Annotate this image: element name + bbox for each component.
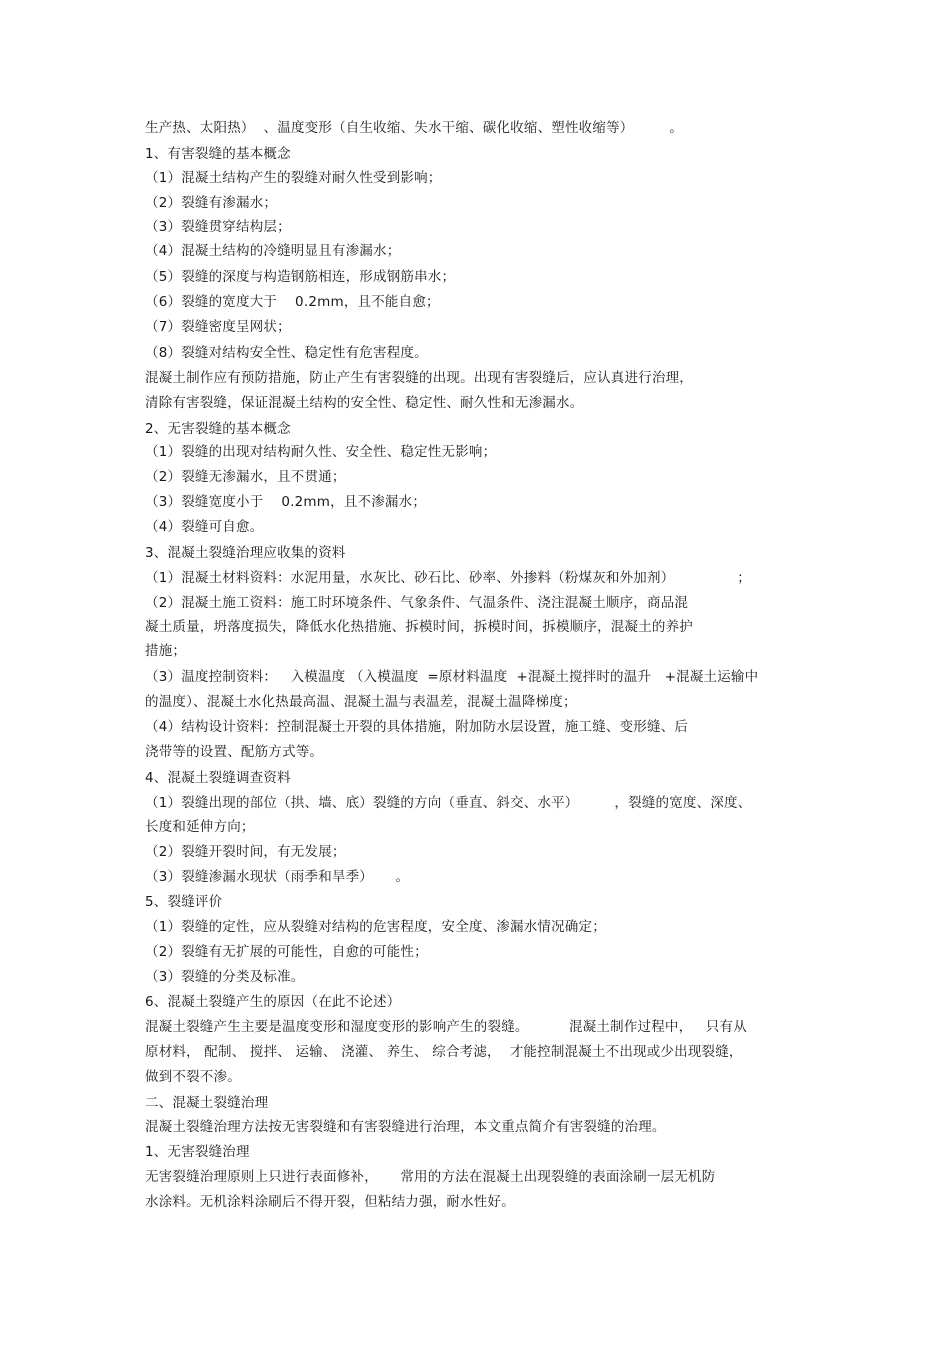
text-line: 混凝土裂缝治理方法按无害裂缝和有害裂缝进行治理，本文重点简介有害裂缝的治理。 <box>145 1119 666 1135</box>
text-line: 浇带等的设置、配筋方式等。 <box>145 744 324 760</box>
heading-harmful-cracks: 1、有害裂缝的基本概念 <box>145 146 291 162</box>
list-item: （2）混凝土施工资料：施工时环境条件、气象条件、气温条件、浇注混凝土顺序，商品混 <box>145 595 689 611</box>
heading-crack-survey: 4、混凝土裂缝调查资料 <box>145 770 291 786</box>
list-item: （2）裂缝无渗漏水，且不贯通； <box>145 469 346 485</box>
list-item: （3）裂缝渗漏水现状（雨季和旱季） 。 <box>145 869 410 885</box>
list-item: （1）裂缝出现的部位（拱、墙、底）裂缝的方向（垂直、斜交、水平） ，裂缝的宽度、深度、 <box>145 795 752 811</box>
heading-harmless-treatment: 1、无害裂缝治理 <box>145 1144 250 1160</box>
text-line: 混凝土裂缝产生主要是温度变形和湿度变形的影响产生的裂缝。 混凝土制作过程中， 只有从 <box>145 1019 747 1035</box>
text-line: 水涂料。无机涂料涂刷后不得开裂，但粘结力强，耐水性好。 <box>145 1194 515 1210</box>
list-item: （3）裂缝的分类及标准。 <box>145 969 305 985</box>
list-item: （2）裂缝开裂时间，有无发展； <box>145 844 346 860</box>
list-item: （7）裂缝密度呈网状； <box>145 319 291 335</box>
list-item: （1）裂缝的出现对结构耐久性、安全性、稳定性无影响； <box>145 444 497 460</box>
list-item: （1）混凝土材料资料：水泥用量，水灰比、砂石比、砂率、外掺料（粉煤灰和外加剂） ； <box>145 570 751 586</box>
heading-crack-evaluation: 5、裂缝评价 <box>145 894 223 910</box>
list-item: （1）裂缝的定性，应从裂缝对结构的危害程度，安全度、渗漏水情况确定； <box>145 919 606 935</box>
text-line: 措施； <box>145 643 187 659</box>
list-item: （1）混凝土结构产生的裂缝对耐久性受到影响； <box>145 170 442 186</box>
text-line: 无害裂缝治理原则上只进行表面修补， 常用的方法在混凝土出现裂缝的表面涂刷一层无机防 <box>145 1169 716 1185</box>
list-item: （5）裂缝的深度与构造钢筋相连，形成钢筋串水； <box>145 269 456 285</box>
list-item: （8）裂缝对结构安全性、稳定性有危害程度。 <box>145 345 428 361</box>
list-item: （4）混凝土结构的冷缝明显且有渗漏水； <box>145 243 401 259</box>
list-item: （3）裂缝贯穿结构层； <box>145 219 291 235</box>
text-line: 混凝土制作应有预防措施，防止产生有害裂缝的出现。出现有害裂缝后，应认真进行治理， <box>145 370 693 386</box>
list-item: （6）裂缝的宽度大于 0.2mm，且不能自愈； <box>145 294 440 310</box>
list-item: （2）裂缝有无扩展的可能性，自愈的可能性； <box>145 944 428 960</box>
text-line: 清除有害裂缝，保证混凝土结构的安全性、稳定性、耐久性和无渗漏水。 <box>145 395 584 411</box>
list-item: （3）温度控制资料： 入模温度 （入模温度 =原材料温度 +混凝土搅拌时的温升 +混凝土运输中 <box>145 669 759 685</box>
list-item: （2）裂缝有渗漏水； <box>145 195 278 211</box>
text-line: 的温度）、混凝土水化热最高温、混凝土温与表温差，混凝土温降梯度； <box>145 694 577 710</box>
text-line: 长度和延伸方向； <box>145 819 255 835</box>
list-item: （4）裂缝可自愈。 <box>145 519 264 535</box>
list-item: （4）结构设计资料：控制混凝土开裂的具体措施，附加防水层设置，施工缝、变形缝、后 <box>145 719 689 735</box>
text-line: 凝土质量，坍落度损失，降低水化热措施、拆模时间，拆模时间，拆模顺序，混凝土的养护 <box>145 619 693 635</box>
list-item: （3）裂缝宽度小于 0.2mm，且不渗漏水； <box>145 494 427 510</box>
heading-materials-to-collect: 3、混凝土裂缝治理应收集的资料 <box>145 545 346 561</box>
heading-crack-treatment: 二、混凝土裂缝治理 <box>145 1095 269 1111</box>
heading-harmless-cracks: 2、无害裂缝的基本概念 <box>145 421 291 437</box>
text-line: 生产热、太阳热） 、温度变形（自生收缩、失水干缩、碳化收缩、塑性收缩等） 。 <box>145 120 684 136</box>
text-line: 原材料， 配制、 搅拌、 运输、 浇灌、 养生、 综合考滤， 才能控制混凝土不出现或少出现裂缝， <box>145 1044 743 1060</box>
text-line: 做到不裂不渗。 <box>145 1069 241 1085</box>
heading-crack-causes: 6、混凝土裂缝产生的原因（在此不论述） <box>145 994 401 1010</box>
